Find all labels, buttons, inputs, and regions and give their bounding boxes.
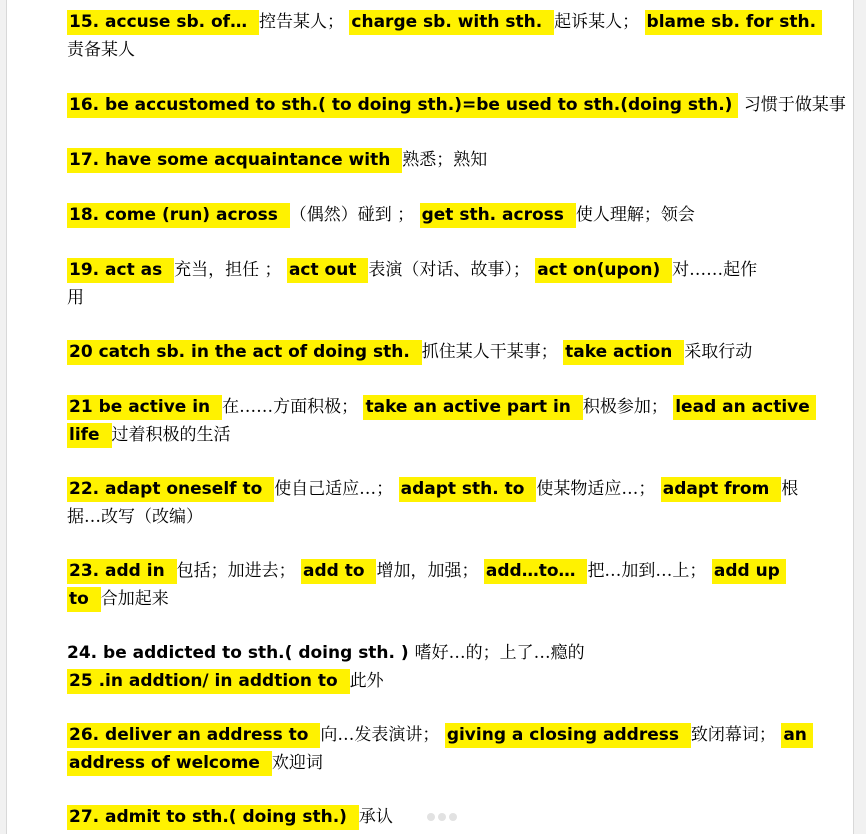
phrase-catch-in-act: 20 catch sb. in the act of doing sth. (67, 340, 422, 365)
meaning-act-on: 对……起作 (672, 260, 758, 280)
meaning-address-welcome: 欢迎词 (271, 753, 323, 773)
entry-16 (67, 91, 846, 119)
entry-21-line-2 (67, 421, 803, 449)
entry-22-line-2 (67, 503, 803, 531)
phrase-take-action: take action (563, 340, 684, 365)
meaning-adapt-oneself: 使自己适应…； (274, 479, 394, 499)
meaning-blame: 责备某人 (67, 40, 135, 60)
meaning-active-in: 在……方面积极； (222, 397, 359, 417)
entry-15-line-2 (67, 36, 803, 64)
entry-18 (67, 201, 803, 229)
phrase-adapt-sth: adapt sth. to (399, 477, 537, 502)
meaning-accustomed: 习惯于做某事 (743, 95, 846, 115)
entry-24 (67, 639, 803, 667)
phrase-come-across: 18. come (run) across (67, 203, 290, 228)
entry-23-line-1 (67, 557, 803, 585)
meaning-charge: 起诉某人； (554, 12, 640, 32)
meaning-add-to-to: 把…加到…上； (587, 561, 707, 581)
meaning-act-as: 充当，担任 ； (174, 260, 282, 280)
phrase-add-in: 23. add in (67, 559, 177, 584)
phrase-add-up: add up (712, 559, 786, 584)
phrase-act-on: act on(upon) (535, 258, 672, 283)
entry-20 (67, 338, 803, 366)
meaning-acquaintance: 熟悉；熟知 (402, 150, 488, 170)
meaning-take-action: 采取行动 (684, 342, 753, 362)
meaning-admit: 承认 (358, 807, 393, 827)
meaning-addicted: 嗜好…的；上了…瘾的 (414, 643, 585, 663)
phrase-admit: 27. admit to sth.( doing sth.) (67, 805, 359, 830)
phrase-act-out: act out (287, 258, 368, 283)
meaning-active-part: 积极参加； (582, 397, 668, 417)
meaning-deliver-address: 向…发表演讲； (320, 725, 440, 745)
meaning-adapt-from: 根 (781, 479, 799, 499)
phrase-deliver-address: 26. deliver an address to (67, 723, 320, 748)
phrase-blame: blame sb. for sth. (645, 10, 822, 35)
phrase-active-in: 21 be active in (67, 395, 222, 420)
meaning-active-life: 过着积极的生活 (111, 425, 231, 445)
entry-15-line-1 (67, 8, 817, 36)
phrase-adapt-oneself: 22. adapt oneself to (67, 477, 274, 502)
loading-dots-icon (427, 806, 467, 822)
entry-26-line-2 (67, 749, 803, 777)
phrase-active-life: lead an active (673, 395, 816, 420)
phrase-add-to-to: add…to… (484, 559, 588, 584)
meaning-act-on-cont: 用 (67, 288, 84, 308)
meaning-add-in: 包括；加进去； (176, 561, 296, 581)
phrase-active-life-cont: life (67, 423, 112, 448)
meaning-act-out: 表演（对话、故事）； (368, 260, 530, 280)
meaning-get-across: 使人理解；领会 (575, 205, 695, 225)
entry-21-line-1 (67, 393, 810, 421)
phrase-adapt-from: adapt from (661, 477, 781, 502)
entry-19-line-1 (67, 256, 803, 284)
meaning-adapt-from-cont: 据…改写（改编） (67, 507, 203, 527)
phrase-charge: charge sb. with sth. (349, 10, 554, 35)
phrase-active-part: take an active part in (363, 395, 582, 420)
entry-23-line-2 (67, 585, 803, 613)
meaning-accuse: 控告某人； (259, 12, 344, 32)
meaning-adapt-sth: 使某物适应…； (536, 479, 656, 499)
entry-26-line-1 (67, 721, 807, 749)
phrase-accuse: 15. accuse sb. of… (67, 10, 259, 35)
entry-25 (67, 667, 803, 695)
meaning-in-addition: 此外 (349, 671, 384, 691)
phrase-address-welcome: an (781, 723, 813, 748)
phrase-address-welcome-cont: address of welcome (67, 751, 272, 776)
meaning-add-to: 增加，加强； (376, 561, 479, 581)
phrase-add-to: add to (301, 559, 376, 584)
meaning-come-across: （偶然）碰到 ； (289, 205, 415, 225)
phrase-in-addition: 25 .in addtion/ in addtion to (67, 669, 350, 694)
entry-22-line-1 (67, 475, 803, 503)
entry-19-line-2 (67, 284, 803, 312)
entry-17 (67, 146, 803, 174)
phrase-accustomed: 16. be accustomed to sth.( to doing sth.)=be used to sth.(doing sth.) (67, 93, 738, 118)
phrase-addicted: 24. be addicted to sth.( doing sth. ) (67, 643, 415, 663)
document-page (6, 0, 854, 834)
phrase-add-up-cont: to (67, 587, 101, 612)
meaning-add-up: 合加起来 (100, 589, 169, 609)
meaning-closing-address: 致闭幕词； (690, 725, 776, 745)
phrase-acquaintance: 17. have some acquaintance with (67, 148, 402, 173)
phrase-get-across: get sth. across (420, 203, 576, 228)
phrase-closing-address: giving a closing address (445, 723, 691, 748)
phrase-act-as: 19. act as (67, 258, 174, 283)
meaning-catch-in-act: 抓住某人干某事； (421, 342, 558, 362)
